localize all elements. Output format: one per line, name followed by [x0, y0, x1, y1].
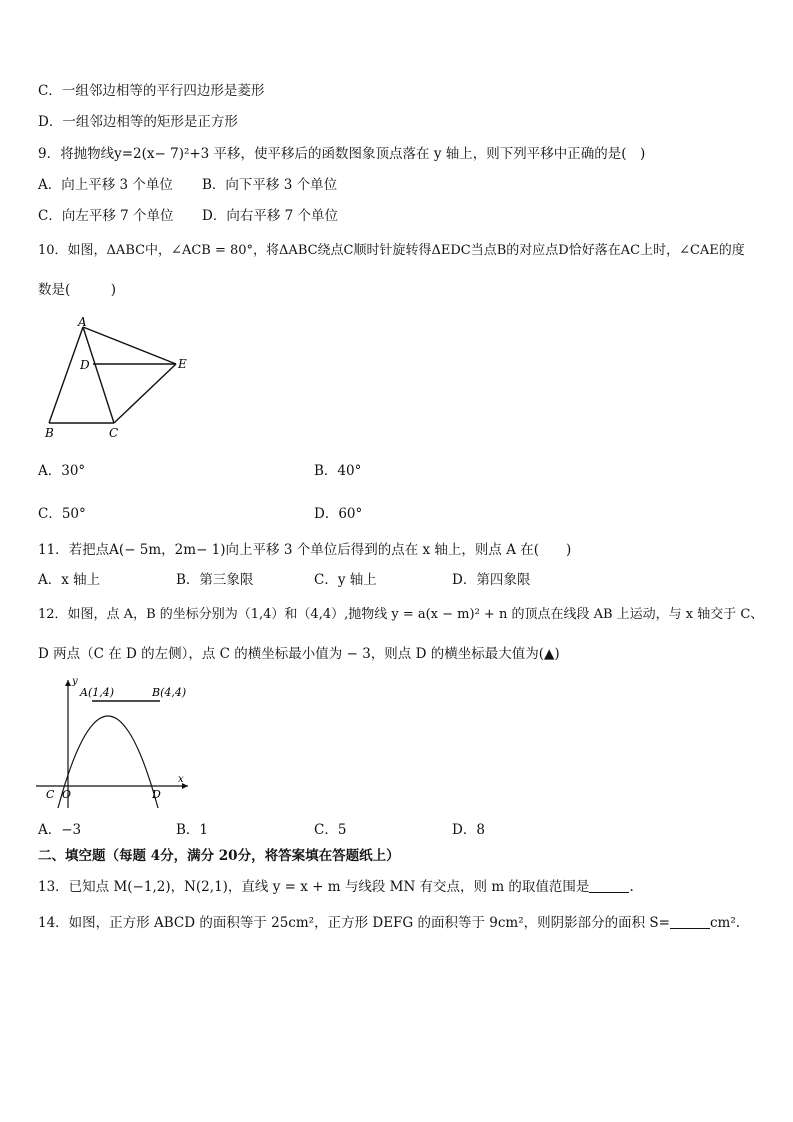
q12-stem-line2: D 两点（C 在 D 的左侧），点 C 的横坐标最小值为 − 3，则点 D 的横坐标最大值为(▲) — [38, 646, 560, 662]
section-heading-fill-in: 二、填空题（每题 4分，满分 20分，将答案填在答题纸上） — [38, 848, 400, 864]
q9-stem: 9．将抛物线y=2(x− 7)²+3 平移，使平移后的函数图象顶点落在 y 轴上，则下列平移中正确的是( ) — [38, 146, 646, 162]
fig12-label-d: D — [152, 788, 161, 801]
q14-stem — [38, 914, 740, 932]
fig10-label-c: C — [109, 426, 119, 440]
q11-option-a: A．x 轴上 — [38, 572, 101, 588]
q8-option-c: C．一组邻边相等的平行四边形是菱形 — [38, 83, 265, 99]
q13-end: . — [629, 879, 634, 895]
q10-option-b: B．40° — [314, 463, 362, 479]
q10-figure — [38, 315, 198, 440]
q10-option-c: C．50° — [38, 506, 86, 522]
fig12-label-c: C — [46, 788, 55, 801]
q10-stem-line1: 10．如图，ΔABC中，∠ACB = 80°，将ΔABC绕点C顺时针旋转得ΔEDC当点B的对应点D恰好落在AC上时，∠CAE的度 — [38, 243, 745, 258]
q14-unit: cm². — [710, 915, 741, 931]
q9-option-b: B．向下平移 3 个单位 — [202, 177, 338, 193]
q12-option-a: A．−3 — [38, 822, 82, 838]
q11-stem: 11．若把点A(− 5m，2m− 1)向上平移 3 个单位后得到的点在 x 轴上，则点 A 在( ) — [38, 542, 572, 558]
q12-stem-line1: 12．如图，点 A，B 的坐标分别为（1,4）和（4,4）,抛物线 y = a(x − m)² + n 的顶点在线段 AB 上运动，与 x 轴交于 C、 — [38, 607, 764, 622]
q11-option-b: B．第三象限 — [176, 572, 254, 588]
fig12-label-y: y — [72, 676, 78, 687]
q12-option-d: D．8 — [452, 822, 485, 838]
q13-text: 13．已知点 M(−1,2)，N(2,1)，直线 y = x + m 与线段 MN 有交点，则 m 的取值范围是 — [38, 879, 590, 895]
q14-answer-blank — [670, 916, 710, 929]
fig12-label-o: O — [62, 788, 72, 801]
q14-text: 14．如图，正方形 ABCD 的面积等于 25cm²，正方形 DEFG 的面积等于 9cm²，则阴影部分的面积 S= — [38, 915, 670, 931]
fig10-label-b: B — [45, 426, 54, 440]
q11-option-c: C．y 轴上 — [314, 572, 377, 588]
q9-option-d: D．向右平移 7 个单位 — [202, 208, 338, 224]
q12-option-b: B．1 — [176, 822, 209, 838]
fig10-label-e: E — [178, 357, 187, 371]
q8-option-d: D．一组邻边相等的矩形是正方形 — [38, 114, 238, 130]
fig10-label-d: D — [80, 358, 90, 372]
q10-option-d: D．60° — [314, 506, 363, 522]
q10-stem-line2: 数是( ) — [38, 282, 117, 298]
q9-option-a: A．向上平移 3 个单位 — [38, 177, 173, 193]
q12-option-c: C．5 — [314, 822, 347, 838]
q13-stem — [38, 878, 634, 896]
fig12-label-a: A(1,4) — [80, 686, 115, 699]
q10-option-a: A．30° — [38, 463, 86, 479]
q13-answer-blank — [589, 880, 629, 893]
q12-figure — [36, 674, 196, 814]
fig10-label-a: A — [78, 315, 87, 329]
fig12-label-x: x — [178, 774, 184, 785]
q9-option-c: C．向左平移 7 个单位 — [38, 208, 174, 224]
fig12-label-b: B(4,4) — [152, 686, 187, 699]
q11-option-d: D．第四象限 — [452, 572, 531, 588]
